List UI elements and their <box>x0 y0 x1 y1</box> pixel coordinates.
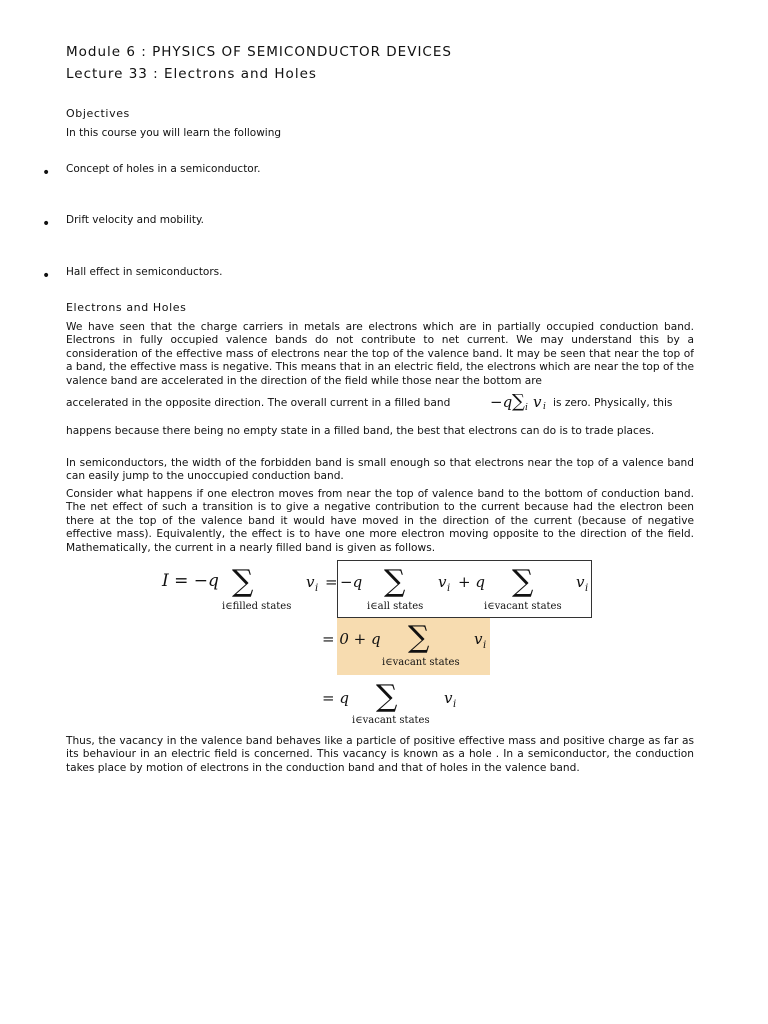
v-subscript-i: i <box>453 699 457 710</box>
paragraph-inline-equation-line <box>66 391 694 413</box>
v-symbol: v <box>438 573 447 591</box>
paragraph-text: is zero. Physically, this <box>553 397 673 409</box>
current-equation <box>150 555 600 735</box>
v-symbol: v <box>576 573 585 591</box>
lhs-current: I = −q <box>162 571 219 591</box>
plus-q: + q <box>458 573 485 591</box>
inline-sigma: ∑ <box>512 391 525 412</box>
sigma-symbol: ∑ <box>408 620 430 655</box>
inline-sub-i: i <box>525 403 528 413</box>
objective-item: Concept of holes in a semiconductor. <box>66 163 261 175</box>
equals-sign: = <box>325 573 338 591</box>
v-subscript-i: i <box>447 583 451 594</box>
bullet-icon: • <box>42 268 51 284</box>
sigma-symbol: ∑ <box>376 679 398 714</box>
inline-v-sub-i: i <box>543 402 546 412</box>
inline-neg-q: −q <box>490 393 513 411</box>
sigma-symbol: ∑ <box>232 564 254 599</box>
v-subscript-i: i <box>315 583 319 594</box>
v-symbol: v <box>474 630 483 648</box>
objective-item: Drift velocity and mobility. <box>66 214 204 226</box>
v-symbol: v <box>306 573 315 591</box>
v-subscript-i: i <box>483 640 487 651</box>
v-subscript-i: i <box>585 583 589 594</box>
paragraph: In semiconductors, the width of the forbidden band is small enough so that electrons near the top of a valence band can easily jump to the unoccupied conduction band. <box>66 457 694 483</box>
section-heading: Electrons and Holes <box>66 301 187 314</box>
paragraph: happens because there being no empty state in a filled band, the best that electrons can do is to trade places. <box>66 425 655 437</box>
objective-item: Hall effect in semiconductors. <box>66 266 223 278</box>
line3-prefix: = q <box>322 689 349 707</box>
objectives-intro: In this course you will learn the following <box>66 127 282 139</box>
paragraph: We have seen that the charge carriers in metals are electrons which are in partially occupied conduction band. Electrons in fully occupied valence bands do not contribute to net current. We may understand this by a consideration of the effective mass of electrons near the top of the valence band. It may be seen that near the top of a band, the effective mass is negative. This means that in an electric field, the electrons which are near the top of the valence band are accelerated in the direction of the field while those near the bottom are <box>66 321 694 387</box>
sigma-symbol: ∑ <box>384 564 406 599</box>
paragraph: Consider what happens if one electron moves from near the top of valence band to the bottom of conduction band. The net effect of such a transition is to give a negative contribution to the current because had the electron been there at the top of the valence band it would have moved in the direction of the current (because of negative effective mass). Equivalently, the effect is to have one more electron moving opposite to the direction of the field. Mathematically, the current in a nearly filled band is given as follows. <box>66 488 694 554</box>
inline-v: v <box>533 393 542 411</box>
module-title: Module 6 : PHYSICS OF SEMICONDUCTOR DEVICES <box>66 44 452 60</box>
lecture-title: Lecture 33 : Electrons and Holes <box>66 66 317 82</box>
bullet-icon: • <box>42 216 51 232</box>
bullet-icon: • <box>42 165 51 181</box>
subscript-vacant-states: i∈vacant states <box>382 657 460 668</box>
paragraph-text: accelerated in the opposite direction. The overall current in a filled band <box>66 397 451 409</box>
subscript-filled-states: i∈filled states <box>222 601 292 612</box>
paragraph: Thus, the vacancy in the valence band behaves like a particle of positive effective mass and positive charge as far as its behaviour in an electric field is concerned. This vacancy is known as a hole . In a semiconductor, the conduction takes place by motion of electrons in the conduction band and that of holes in the valence band. <box>66 735 694 774</box>
objectives-heading: Objectives <box>66 107 130 120</box>
subscript-vacant-states: i∈vacant states <box>352 715 430 726</box>
v-symbol: v <box>444 689 453 707</box>
subscript-vacant-states: i∈vacant states <box>484 601 562 612</box>
sigma-symbol: ∑ <box>512 564 534 599</box>
line2-prefix: = 0 + q <box>322 630 381 648</box>
subscript-all-states: i∈all states <box>367 601 424 612</box>
neg-q: −q <box>340 573 363 591</box>
